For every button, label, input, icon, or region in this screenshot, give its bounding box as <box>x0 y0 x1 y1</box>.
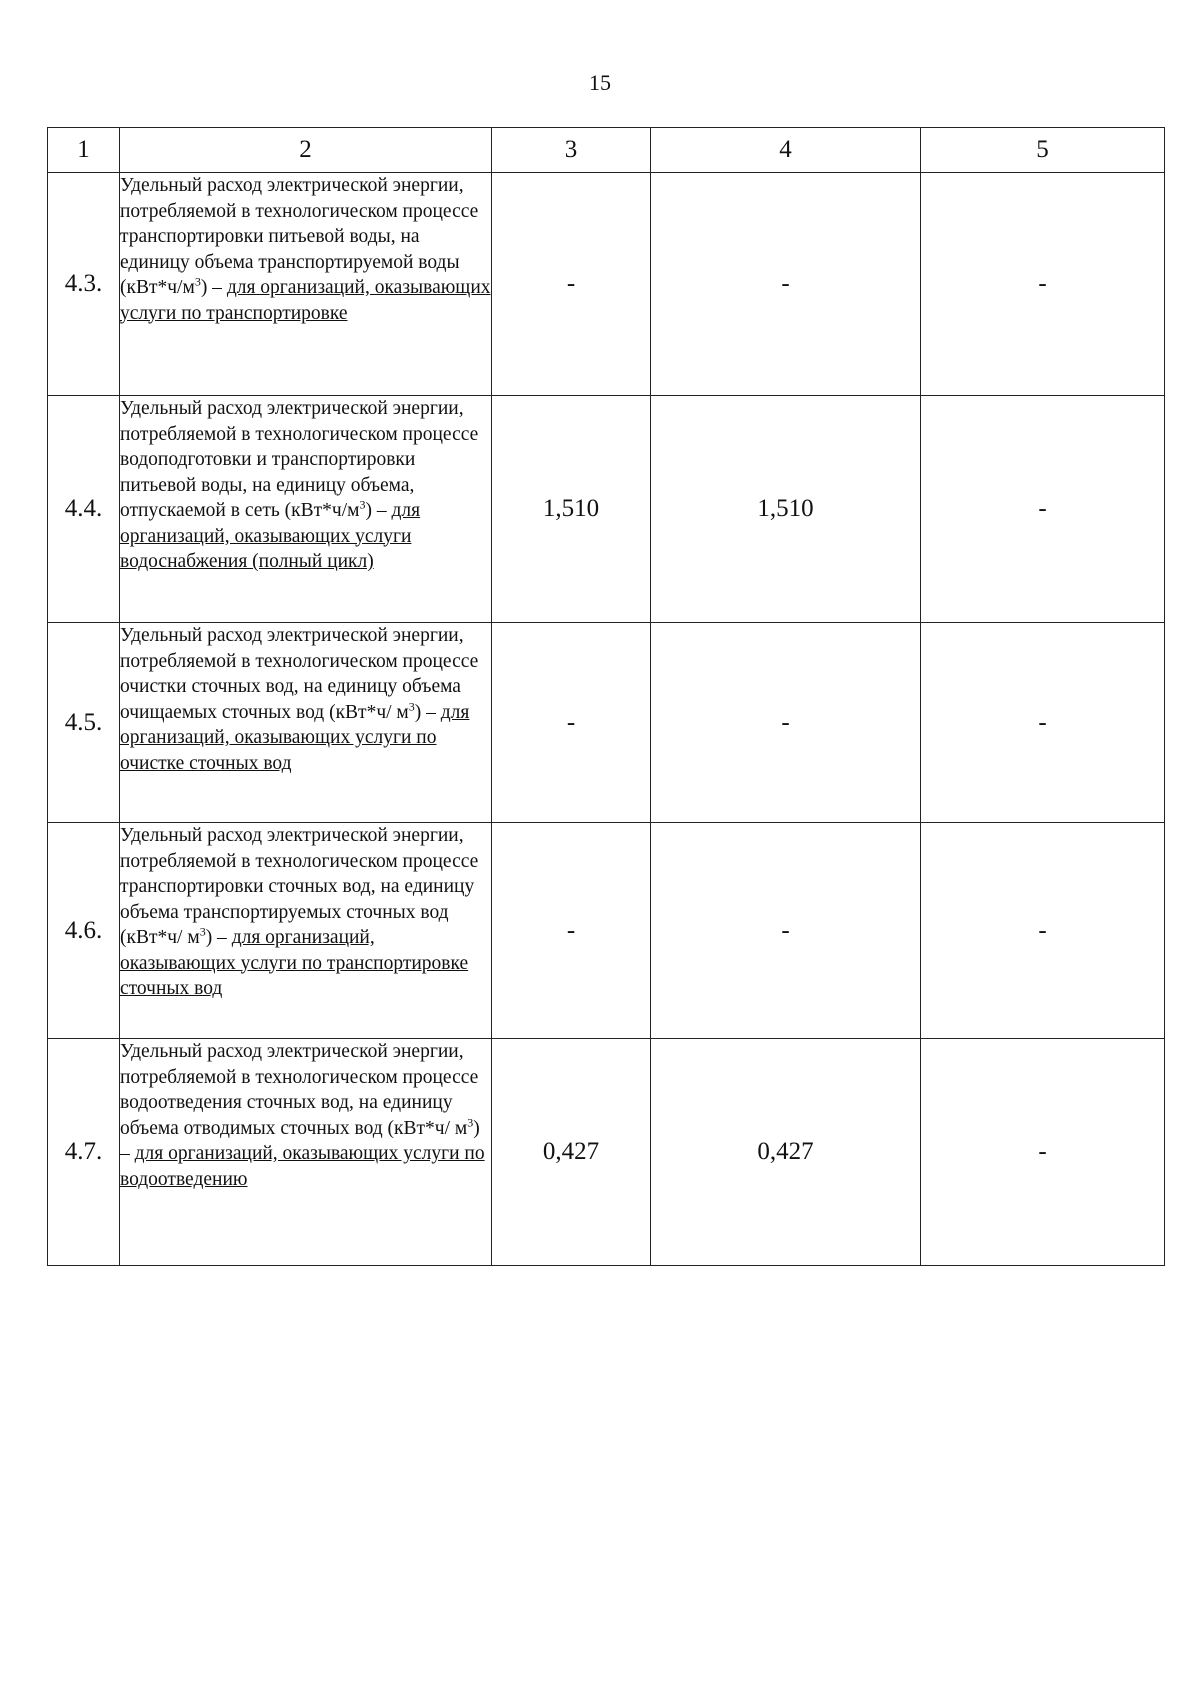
value-col3: - <box>492 823 651 1039</box>
row-number: 4.4. <box>48 396 120 623</box>
table-row <box>48 623 1165 823</box>
value-col4: - <box>651 823 921 1039</box>
value-col5: - <box>921 823 1165 1039</box>
value-col3: 1,510 <box>492 396 651 623</box>
page-number: 15 <box>589 70 611 95</box>
indicator-table <box>47 127 1165 1266</box>
table-row <box>48 823 1165 1039</box>
column-header: 1 <box>48 128 120 173</box>
row-description <box>120 173 492 396</box>
value-col3: - <box>492 173 651 396</box>
value-col4: 0,427 <box>651 1039 921 1266</box>
value-col5: - <box>921 623 1165 823</box>
row-description <box>120 1039 492 1266</box>
value-col5: - <box>921 173 1165 396</box>
value-col3: - <box>492 623 651 823</box>
value-col4: - <box>651 623 921 823</box>
table-row <box>48 173 1165 396</box>
value-col4: - <box>651 173 921 396</box>
row-number: 4.3. <box>48 173 120 396</box>
row-description <box>120 623 492 823</box>
value-col4: 1,510 <box>651 396 921 623</box>
row-description <box>120 396 492 623</box>
row-number: 4.7. <box>48 1039 120 1266</box>
row-description <box>120 823 492 1039</box>
row-number: 4.5. <box>48 623 120 823</box>
value-col5: - <box>921 1039 1165 1266</box>
column-header: 5 <box>921 128 1165 173</box>
value-col5: - <box>921 396 1165 623</box>
description-text: Удельный расход электрической энергии, потребляемой в технологическом процессе очистки сточных вод, на единицу объема очищаемых сточных вод (кВт*ч/ $м^3$) – для организаций, оказывающих услуги по очистке сточных вод <box>120 625 479 774</box>
description-text: Удельный расход электрической энергии, потребляемой в технологическом процессе транспортировки питьевой воды, на единицу объема транспортируемой воды $(кВт*ч/м^3)$ – для организаций, оказывающих услуги по транспортировке <box>120 175 491 324</box>
column-header: 2 <box>120 128 492 173</box>
table-row <box>48 396 1165 623</box>
description-text: Удельный расход электрической энергии, потребляемой в технологическом процессе транспортировки сточных вод, на единицу объема транспортируемых сточных вод (кВт*ч/ $м^3$) – для организаций, оказывающих услуги по транспортировке сточных вод <box>120 825 479 999</box>
table-row <box>48 1039 1165 1266</box>
value-col3: 0,427 <box>492 1039 651 1266</box>
table-header-row <box>48 128 1165 173</box>
column-header: 3 <box>492 128 651 173</box>
column-header: 4 <box>651 128 921 173</box>
description-text: Удельный расход электрической энергии, потребляемой в технологическом процессе водоотведения сточных вод, на единицу объема отводимых сточных вод (кВт*ч/ $м^3$) – для организаций, оказывающих услуги по водоотведению <box>120 1041 485 1190</box>
description-text: Удельный расход электрической энергии, потребляемой в технологическом процессе водоподготовки и транспортировки питьевой воды, на единицу объема, отпускаемой в сеть $(кВт*ч/м^3)$ – для организаций, оказывающих услуги водоснабжения (полный цикл) <box>120 398 479 572</box>
row-number: 4.6. <box>48 823 120 1039</box>
